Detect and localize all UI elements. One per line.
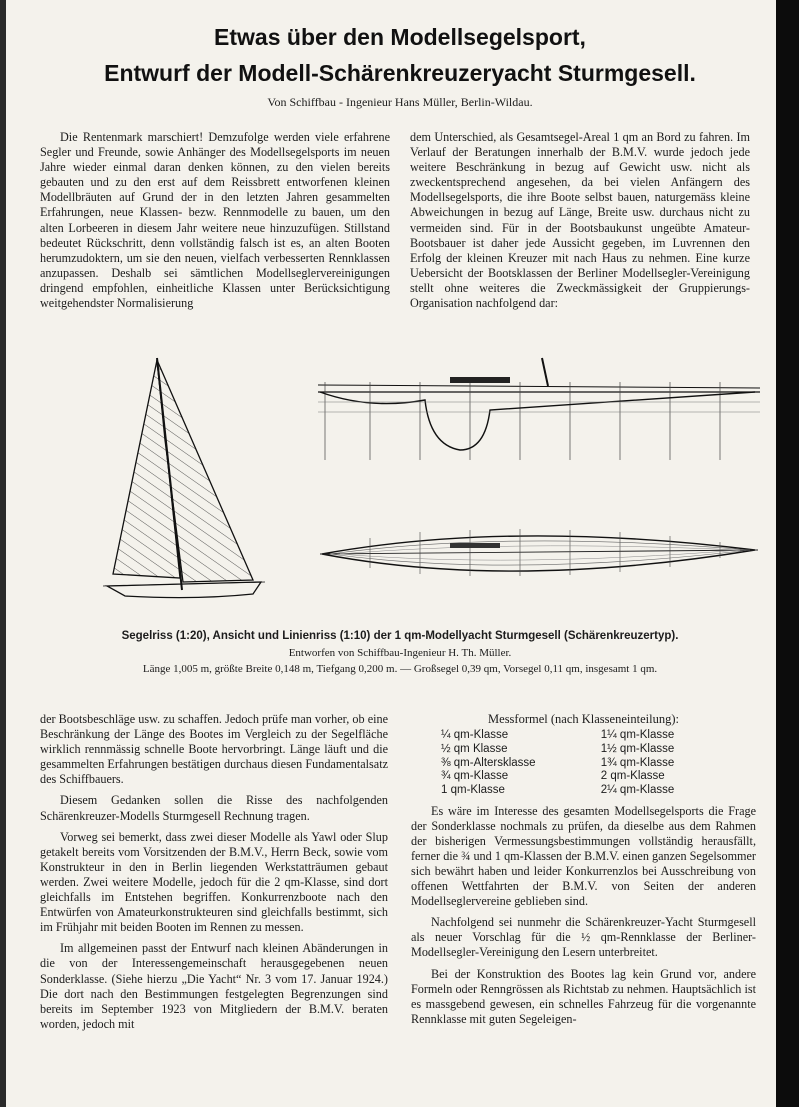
paragraph: Diesem Gedanken sollen die Risse des nachfolgenden Schärenkreuzer-Modells Sturmgesell Rechnung tragen.	[40, 793, 388, 823]
figure-credit: Entworfen von Schiffbau-Ingenieur H. Th. Müller.	[288, 647, 512, 659]
sail-plan-drawing	[85, 350, 285, 615]
figure-dimensions: Länge 1,005 m, größte Breite 0,148 m, Tiefgang 0,200 m. — Großsegel 0,39 qm, Vorsegel 0,11 qm, insgesamt 1 qm.	[142, 663, 658, 675]
column-bottom-left	[40, 712, 388, 1038]
table-row	[411, 784, 756, 798]
article-title-line2: Entwurf der Modell-Schärenkreuzeryacht Sturmgesell.	[104, 60, 696, 86]
scan-edge-left	[0, 0, 6, 1107]
messformel-title: Messformel (nach Klasseneinteilung):	[488, 712, 679, 726]
table-row	[411, 770, 756, 784]
table-cell: 2 qm-Klasse	[600, 770, 665, 783]
article-title-line1: Etwas über den Modellsegelsport,	[214, 24, 586, 50]
scan-edge-right	[776, 0, 799, 1107]
table-cell: 1¾ qm-Klasse	[600, 756, 675, 769]
column-top-right	[410, 130, 750, 317]
table-row	[411, 743, 756, 757]
table-cell: ¾ qm-Klasse	[441, 770, 509, 783]
paragraph: Bei der Konstruktion des Bootes lag kein Grund vor, andere Formeln oder Renngrössen als Richtstab zu nehmen. Hauptsächlich ist es massgebend gewesen, ein schnelles Fahrzeug für die vorgenannte Rennklasse mit guten Segeleigen-	[411, 966, 756, 1026]
paragraph: Vorweg sei bemerkt, dass zwei dieser Modelle als Yawl oder Slup getakelt bereits vom Vorsitzenden der B.M.V., Herrn Beck, sowie vom Konstrukteur in den in Berlin liegenden Werkstatträumen gebaut werden. Zwei weitere Modelle, jedoch für die 2 qm-Klasse, sind dort gleichfalls im Entstehen begriffen. Konkurrenzboote nach den Entwürfen von Amateurkonstrukteuren sind gleichfalls bestimmt, sich im Frühjahr mit beiden Booten im Rennen zu messen.	[40, 829, 388, 935]
column-bottom-right	[411, 712, 756, 1033]
table-cell: ¼ qm-Klasse	[441, 729, 509, 742]
hull-lines-plan-drawing	[310, 510, 765, 600]
class-table	[411, 729, 756, 798]
table-cell: ⅜ qm-Altersklasse	[441, 756, 536, 769]
table-cell: 1 qm-Klasse	[441, 783, 505, 796]
paragraph: Nachfolgend sei nunmehr die Schärenkreuzer-Yacht Sturmgesell als neuer Vorschlag für die ½ qm-Rennklasse der Berliner-Modellsegler-Vereinigung den Lesern unterbreitet.	[411, 915, 756, 960]
paragraph: dem Unterschied, als Gesamtsegel-Areal 1 qm an Bord zu fahren. Im Verlauf der Beratungen innerhalb der B.M.V. wurde jedoch jede weitere Beschränkung in bezug auf Gewicht usw. nicht als zweckentsprechend angesehen, da bei vielen Anfängern des Modellsegelsports, die ihre Boote selbst bauen, naturgemäss kleine Abweichungen in bezug auf Länge, Breite usw. durchaus nicht zu vermeiden sind. Für in der Bootsbaukunst ungeübte Amateur-Bootsbauer ist daher jede Aussicht gegeben, im Luvrennen den Erfolg der kleinen Kreuzer mit nach Haus zu nehmen. Eine kurze Uebersicht der Bootsklassen der Berliner Modellsegler-Vereinigung stellt ohne weiteres die Zweckmässigkeit der Gruppierungs-Organisation nachfolgend dar:	[410, 130, 750, 311]
author-byline: Von Schiffbau - Ingenieur Hans Müller, Berlin-Wildau.	[267, 95, 533, 109]
column-top-left	[40, 130, 390, 317]
figure-caption: Segelriss (1:20), Ansicht und Linienriss (1:10) der 1 qm-Modellyacht Sturmgesell (Schärenkreuzertyp).	[121, 630, 679, 642]
paragraph: Im allgemeinen passt der Entwurf nach kleinen Abänderungen in die von der Interessengemeinschaft herausgegebenen neuen Sonderklasse. (Siehe hierzu „Die Yacht“ Nr. 3 vom 17. Januar 1924.) Die dort nach den Bestimmungen festgelegten Begrenzungen sind bereits im September 1923 von Mitgliedern der B.M.V. beraten worden, jedoch mit	[40, 941, 388, 1031]
table-row	[411, 757, 756, 771]
table-row	[411, 729, 756, 743]
table-cell: 1½ qm-Klasse	[600, 742, 675, 755]
table-cell: 1¼ qm-Klasse	[600, 729, 675, 742]
hull-profile-drawing	[310, 350, 765, 465]
paragraph: Die Rentenmark marschiert! Demzufolge werden viele erfahrene Segler und Freunde, sowie Anhänger des Modellsegelsports im neuen Jahre wieder einmal daran denken können, zu den vielen bereits gebauten und zu den erst auf dem Reissbrett entworfenen kleinen Modellbräuten auf Grund der in den letzten Jahren gesammelten Erfahrungen, neue Klassen- bezw. Rennmodelle zu bauen, um den alten Lorbeeren in diesem Jahr weitere neue hinzuzufügen. Stillstand bedeutet Rückschritt, denn vollständig falsch ist es, an alten Booten herumzudoktern, um sie den neuen, vielfach verbesserten Rennklassen anzupassen. Deshalb sei sämtlichen Modellseglervereinigungen dringend empfohlen, einheitliche Klassen unter Berücksichtigung weitgehendster Normalisierung	[40, 130, 390, 311]
paragraph: Es wäre im Interesse des gesamten Modellsegelsports die Frage der Sonderklasse nochmals zu prüfen, da dieselbe aus dem Rahmen der bisherigen Vermessungsbestimmungen vollständig herausfällt, ferner die ¾ und 1 qm-Klassen der B.M.V. einen ganzen Segelsommer sich bewährt haben und leider Konkurrenzlos bei Ausschreibung von offenen Wettfahrten der B.M.V. von Seiten der anderen Modellseglervereine geblieben sind.	[411, 803, 756, 909]
table-cell: ½ qm Klasse	[441, 742, 508, 755]
table-cell: 2¼ qm-Klasse	[600, 783, 675, 796]
paragraph: der Bootsbeschläge usw. zu schaffen. Jedoch prüfe man vorher, ob eine Beschränkung der Länge des Bootes im Vergleich zu der Segelfläche wirklich rennmässig schnelle Boote hervorbringt. Länge läuft und die gesammelten Erfahrungen bestätigen durchaus diesen Fundamentalsatz des Schiffbauers.	[40, 712, 388, 787]
